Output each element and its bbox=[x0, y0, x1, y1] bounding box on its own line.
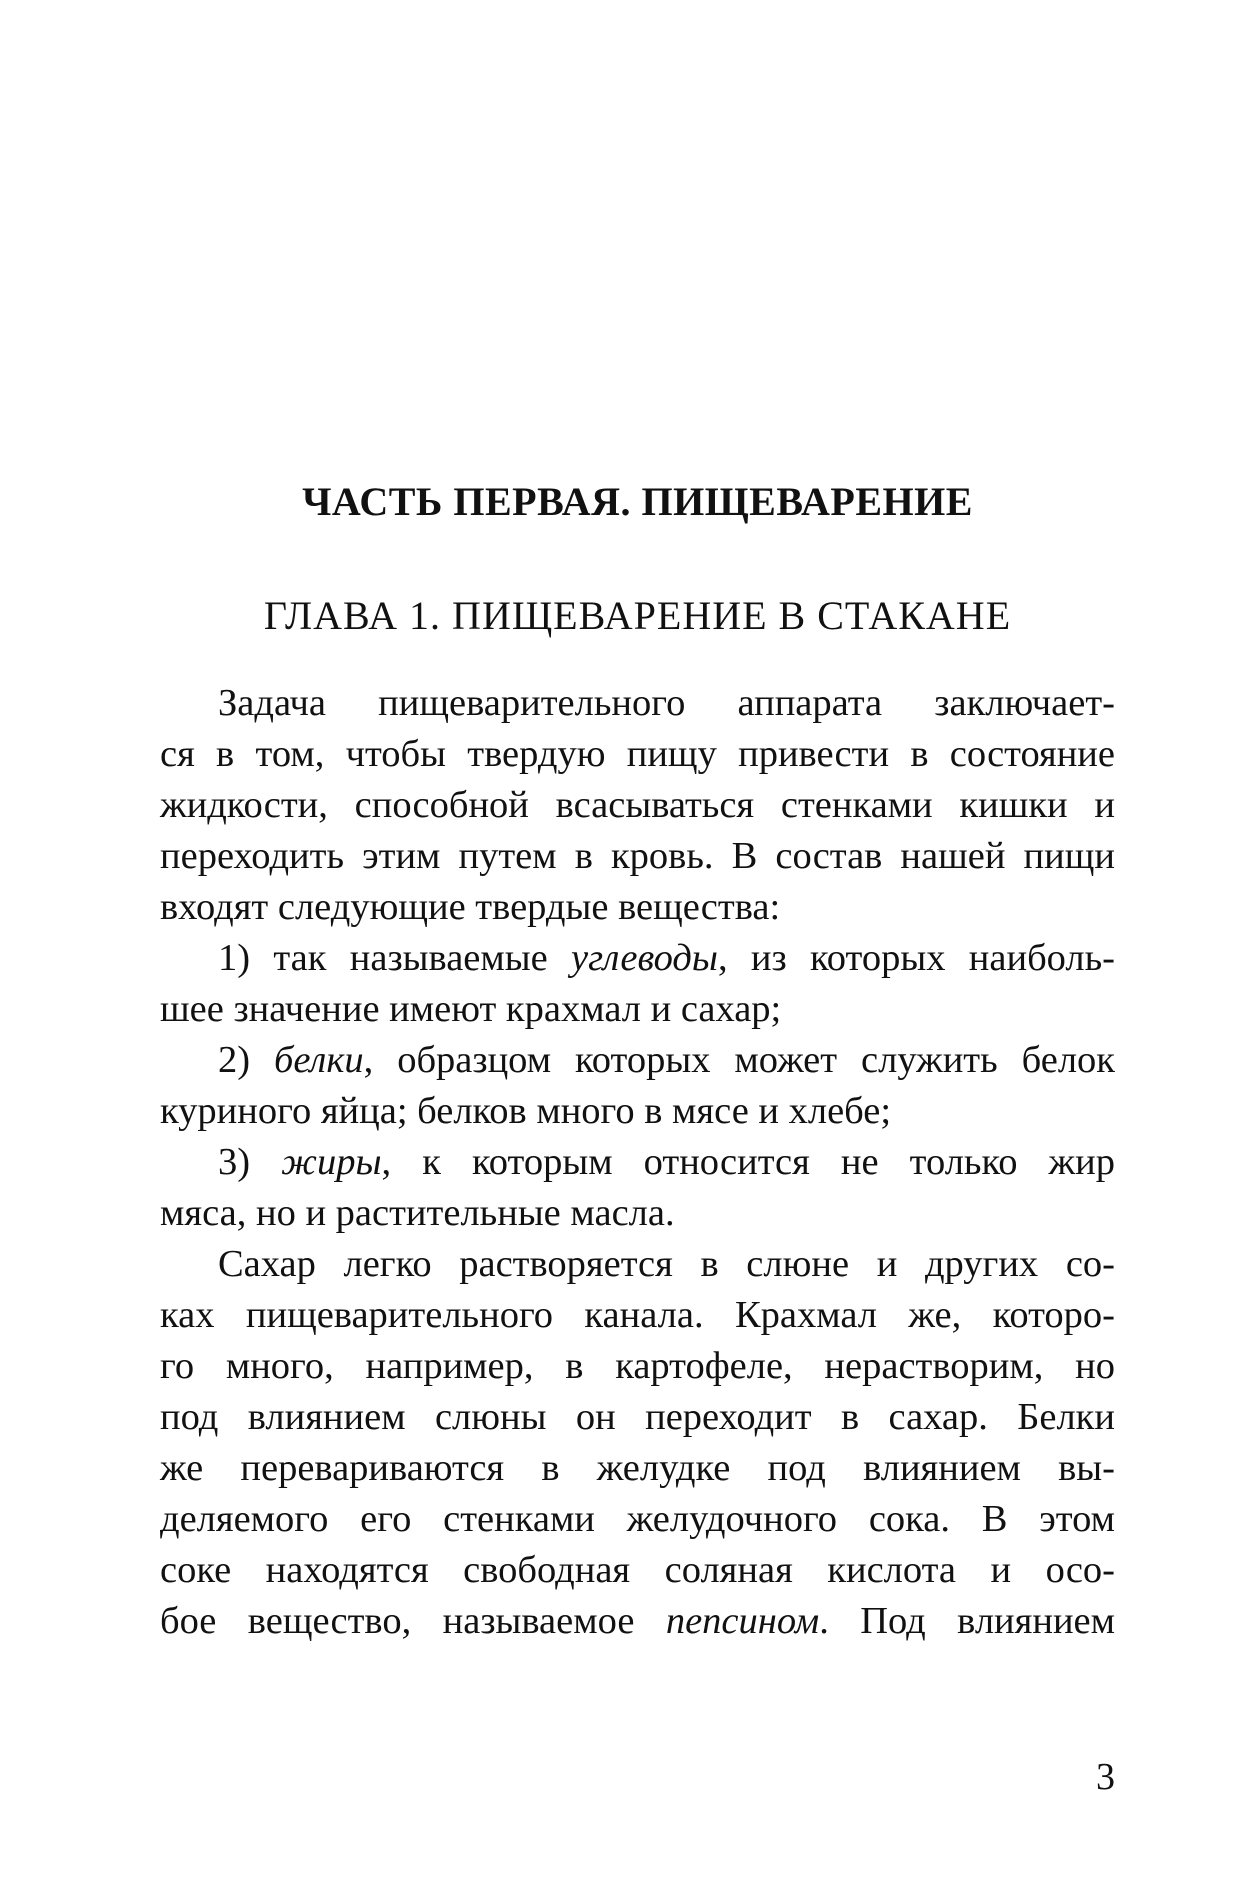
list-item-fats bbox=[160, 1137, 1115, 1188]
text-span: 1) так называемые bbox=[218, 937, 572, 979]
list-item-proteins bbox=[160, 1035, 1115, 1086]
text-line: куриного яйца; белков много в мясе и хлебе; bbox=[160, 1090, 892, 1132]
text-line: же перевариваются в желудке под влиянием вы- bbox=[160, 1447, 1115, 1489]
list-item-carbohydrates bbox=[160, 933, 1115, 984]
text-line: ся в том, чтобы твердую пищу привести в состояние bbox=[160, 733, 1115, 775]
text-span: 3) bbox=[218, 1141, 282, 1183]
text-span: 2) bbox=[218, 1039, 275, 1081]
text-line: ках пищеварительного канала. Крахмал же, которо- bbox=[160, 1294, 1115, 1336]
text-line: соке находятся свободная соляная кислота и осо- bbox=[160, 1549, 1115, 1591]
text-line: входят следующие твердые вещества: bbox=[160, 886, 781, 928]
text-line: Сахар легко растворяется в слюне и других со- bbox=[218, 1243, 1115, 1285]
text-line: жидкости, способной всасываться стенками кишки и bbox=[160, 784, 1115, 826]
page-number: 3 bbox=[1096, 1756, 1115, 1798]
text-span: бое вещество, называемое bbox=[160, 1600, 666, 1642]
chapter-title: ГЛАВА 1. ПИЩЕВАРЕНИЕ В СТАКАНЕ bbox=[263, 593, 1012, 638]
text-line: шее значение имеют крахмал и сахар; bbox=[160, 988, 782, 1030]
text-line bbox=[160, 1596, 1115, 1647]
text-span: , из которых наиболь- bbox=[717, 937, 1115, 979]
part-title: ЧАСТЬ ПЕРВАЯ. ПИЩЕВАРЕНИЕ bbox=[302, 479, 973, 524]
text-line: переходить этим путем в кровь. В состав нашей пищи bbox=[160, 835, 1115, 877]
text-line: под влиянием слюны он переходит в сахар. Белки bbox=[160, 1396, 1115, 1438]
term-carbohydrates: углеводы bbox=[571, 937, 718, 979]
book-page bbox=[160, 0, 1115, 1900]
term-fats: жиры bbox=[281, 1141, 382, 1183]
term-proteins: белки bbox=[274, 1039, 364, 1081]
text-line: мяса, но и растительные масла. bbox=[160, 1192, 675, 1234]
text-span: . Под влиянием bbox=[819, 1600, 1116, 1642]
text-span: , к которым относится не только жир bbox=[381, 1141, 1115, 1183]
term-pepsin: пепсином bbox=[665, 1600, 820, 1642]
text-line: го много, например, в картофеле, нерастворим, но bbox=[160, 1345, 1115, 1387]
body-text bbox=[160, 678, 1115, 1647]
text-span: , образцом которых может служить белок bbox=[363, 1039, 1115, 1081]
text-line: деляемого его стенками желудочного сока. В этом bbox=[160, 1498, 1115, 1540]
text-line: Задача пищеварительного аппарата заключает- bbox=[218, 682, 1115, 724]
